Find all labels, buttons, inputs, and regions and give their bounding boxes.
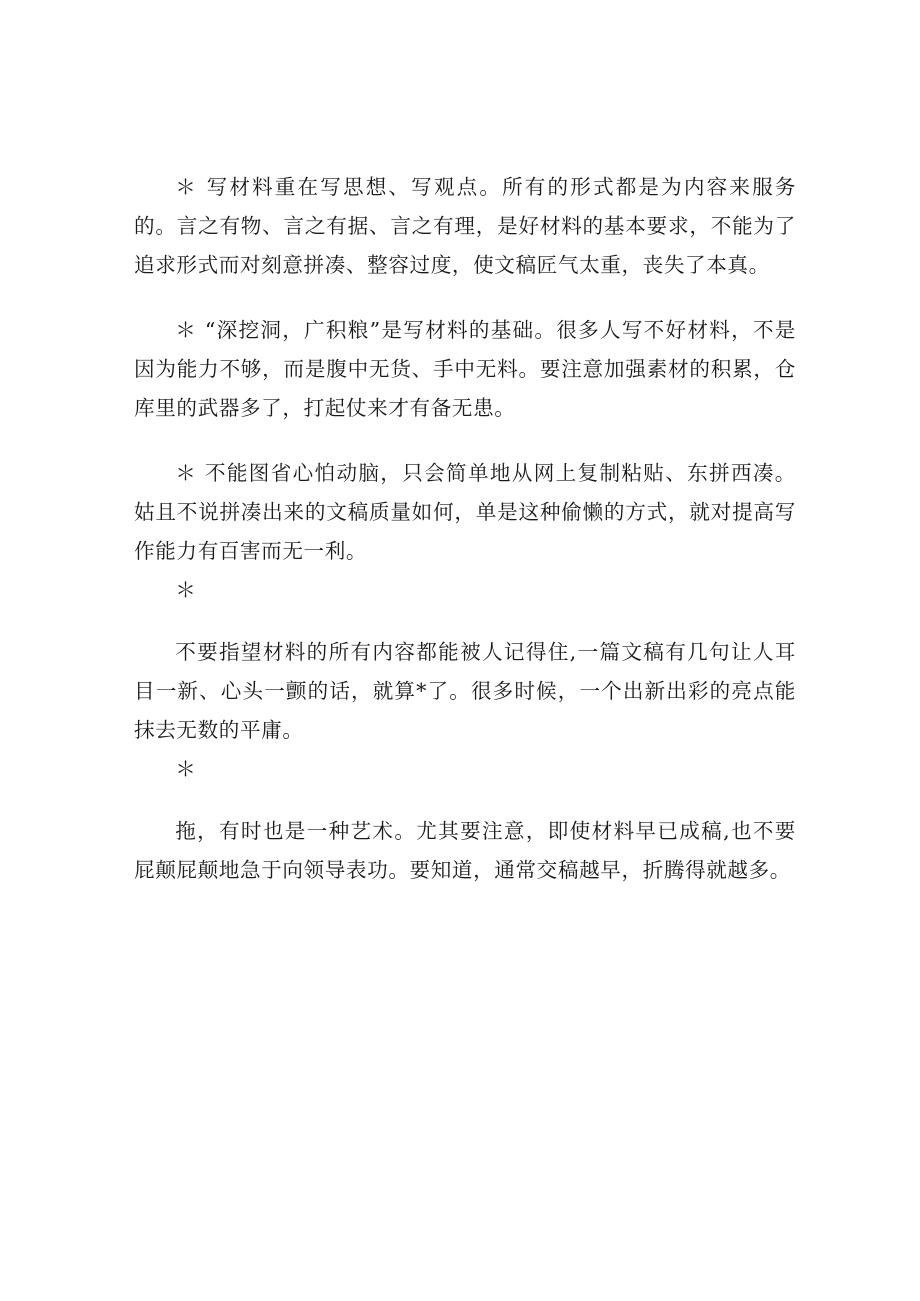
paragraph-4: 不要指望材料的所有内容都能被人记得住,一篇文稿有几句让人耳目一新、心头一颤的话，就算*了。很多时候，一个出新出彩的亮点能抹去无数的平庸。 bbox=[134, 640, 796, 742]
document-body bbox=[134, 168, 796, 890]
separator-star: ＊ bbox=[175, 578, 197, 602]
separator-star: ＊ bbox=[175, 757, 197, 781]
paragraph-5: 拖，有时也是一种艺术。尤其要注意，即使材料早已成稿,也不要屁颠屁颠地急于向领导表功。要知道，通常交稿越早，折腾得就越多。 bbox=[134, 819, 796, 882]
paragraph-1: ＊ 写材料重在写思想、写观点。所有的形式都是为内容来服务的。言之有物、言之有据、言之有理，是好材料的基本要求，不能为了追求形式而对刻意拼凑、整容过度，使文稿匠气太重，丧失了本真。 bbox=[134, 175, 796, 277]
paragraph-3: ＊ 不能图省心怕动脑，只会简单地从网上复制粘贴、东拼西凑。姑且不说拼凑出来的文稿质量如何，单是这种偷懒的方式，就对提高写作能力有百害而无一利。 bbox=[134, 461, 796, 563]
paragraph-2: ＊ “深挖洞，广积粮”是写材料的基础。很多人写不好材料，不是因为能力不够，而是腹中无货、手中无料。要注意加强素材的积累，仓库里的武器多了，打起仗来才有备无患。 bbox=[134, 318, 796, 420]
